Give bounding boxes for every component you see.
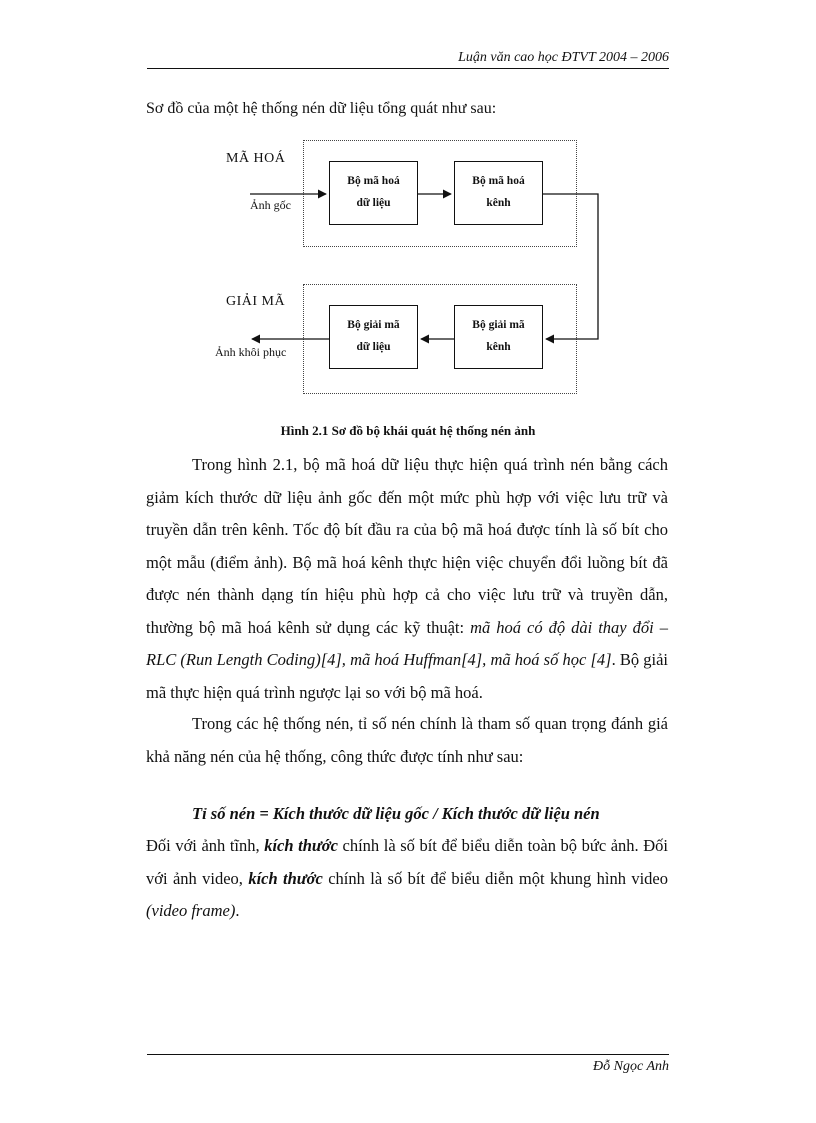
data-encoder-line2: dữ liệu bbox=[356, 197, 391, 209]
channel-encoder-line2: kênh bbox=[486, 197, 511, 209]
data-decoder-line1: Bộ giải mã bbox=[347, 319, 400, 331]
paragraph-3-text-a: Đối với ảnh tĩnh, bbox=[146, 836, 265, 855]
paragraph-3-text-b: chính là số bít để biểu diễn toàn bộ bức ảnh. Đối với ảnh video, bbox=[146, 836, 668, 888]
channel-encoder-line1: Bộ mã hoá bbox=[472, 175, 525, 187]
channel-decoder-line2: kênh bbox=[486, 341, 511, 353]
running-header: Luận văn cao học ĐTVT 2004 – 2006 bbox=[458, 50, 669, 65]
output-image-label: Ảnh khôi phục bbox=[215, 345, 287, 359]
paragraph-1-techniques: mã hoá có độ dài thay đổi – RLC (Run Length Coding)[4], mã hoá Huffman[4], mã hoá số học [4] bbox=[146, 617, 668, 669]
footer-divider bbox=[147, 1054, 669, 1055]
data-decoder-line2: dữ liệu bbox=[356, 341, 391, 353]
paragraph-3-text-d: . bbox=[235, 901, 240, 920]
paragraph-3-text-c: chính là số bít để biểu diễn một khung hình video bbox=[322, 868, 668, 888]
paragraph-3 bbox=[146, 830, 668, 928]
compression-ratio-formula: Tỉ số nén = Kích thước dữ liệu gốc / Kích thước dữ liệu nén bbox=[192, 804, 600, 823]
paragraph-3-term-2: kích thước bbox=[248, 868, 323, 888]
paragraph-2: Trong các hệ thống nén, tỉ số nén chính là tham số quan trọng đánh giá khả năng nén của hệ thống, công thức được tính như sau: bbox=[146, 714, 668, 766]
data-encoder-line1: Bộ mã hoá bbox=[347, 175, 400, 187]
author-footer: Đỗ Ngọc Anh bbox=[593, 1059, 669, 1074]
decode-label: GIẢI MÃ bbox=[226, 294, 286, 309]
paragraph-1-text-a: Trong hình 2.1, bộ mã hoá dữ liệu thực hiện quá trình nén bằng cách giảm kích thước dữ liệu ảnh gốc đến một mức phù hợp với việc lưu trữ và truyền dẫn trên kênh. Tốc độ bít đầu ra của bộ mã hoá được tính là số bít cho một mẫu (điểm ảnh). Bộ mã hoá kênh thực hiện việc chuyển đổi luồng bít đã được nén thành dạng tín hiệu phù hợp cả cho việc lưu trữ và truyền dẫn, thường bộ mã hoá kênh sử dụng các kỹ thuật: bbox=[146, 455, 668, 637]
paragraph-3-italic: (video frame) bbox=[146, 901, 236, 920]
paragraph-1 bbox=[146, 449, 668, 709]
paragraph-3-term-1: kích thước bbox=[264, 836, 338, 855]
compression-system-diagram bbox=[0, 0, 816, 420]
diagram-intro: Sơ đồ của một hệ thống nén dữ liệu tổng quát như sau: bbox=[146, 100, 497, 117]
diagram-arrows bbox=[0, 0, 816, 420]
paragraph-1-text-b: . Bộ giải mã thực hiện quá trình ngược lại so với bộ mã hoá. bbox=[146, 650, 668, 702]
figure-caption: Hình 2.1 Sơ đồ bộ khái quát hệ thống nén ảnh bbox=[280, 423, 536, 438]
channel-arrow bbox=[543, 194, 598, 339]
encode-label: MÃ HOÁ bbox=[226, 151, 286, 166]
channel-decoder-line1: Bộ giải mã bbox=[472, 319, 525, 331]
input-image-label: Ảnh gốc bbox=[250, 198, 291, 212]
